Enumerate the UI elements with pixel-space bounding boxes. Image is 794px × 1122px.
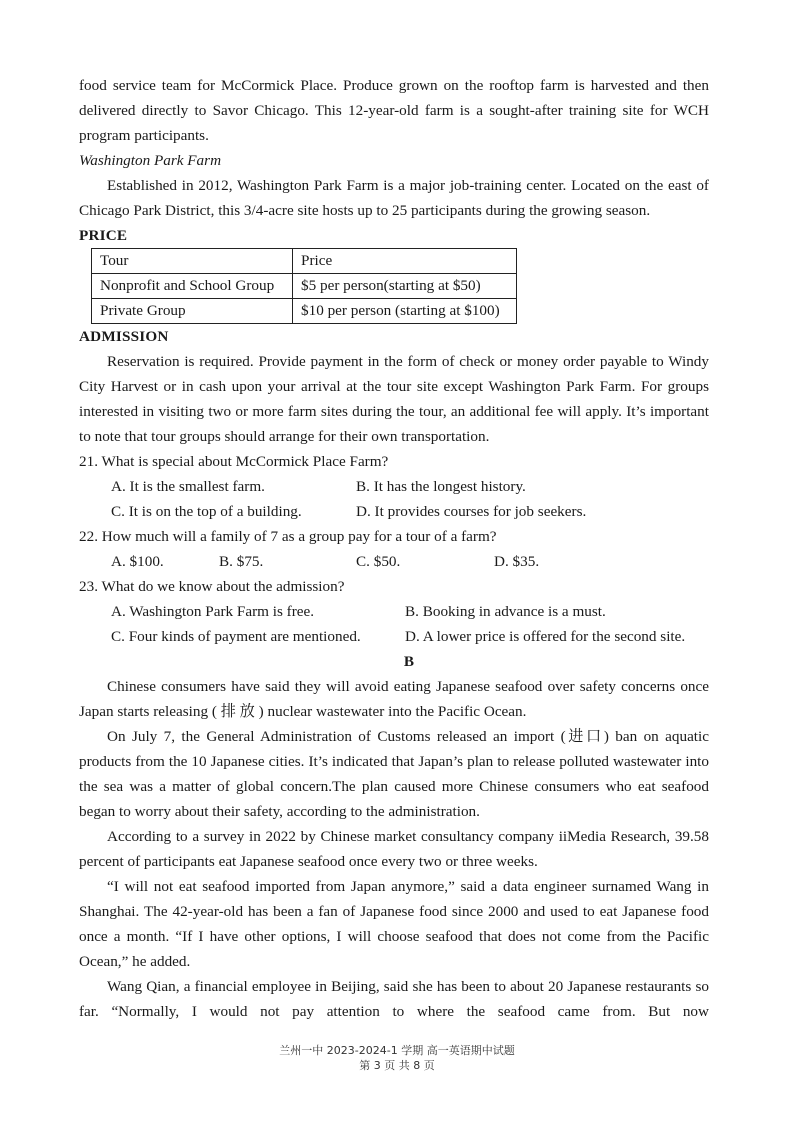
table-cell-price: $5 per person(starting at $50) xyxy=(293,274,517,299)
table-cell-price: $10 per person (starting at $100) xyxy=(293,299,517,324)
table-header-price: Price xyxy=(293,249,517,274)
question-21-option-a: A. It is the smallest farm. xyxy=(111,478,265,495)
table-row xyxy=(92,299,517,324)
question-23-option-d: D. A lower price is offered for the second site. xyxy=(405,628,686,645)
question-21-option-c: C. It is on the top of a building. xyxy=(111,503,302,520)
table-cell-tour: Private Group xyxy=(92,299,293,324)
question-22-option-c: C. $50. xyxy=(356,553,401,570)
question-21-option-b: B. It has the longest history. xyxy=(356,478,526,495)
passage-b-section-label: B xyxy=(403,653,415,670)
question-23-stem: 23. What do we know about the admission? xyxy=(79,578,345,595)
question-21-options-row-2 xyxy=(79,499,709,524)
passage-b-paragraph-4: “I will not eat seafood imported from Japan anymore,” said a data engineer surnamed Wang in Shanghai. The 42-year-old has been a fan of Japanese food since 2000 and used to eat Japanese food once a month. “If I have other options, I will choose seafood that does not come from the Pacific Ocean,” he added. xyxy=(79,878,709,970)
question-23-option-b: B. Booking in advance is a must. xyxy=(405,603,606,620)
price-table-header-row xyxy=(92,249,517,274)
washington-park-farm-heading: Washington Park Farm xyxy=(79,152,222,169)
question-23-options-row-1 xyxy=(79,599,709,624)
question-21-stem: 21. What is special about McCormick Place Farm? xyxy=(79,453,389,470)
exam-page xyxy=(79,73,709,1024)
table-header-tour: Tour xyxy=(92,249,293,274)
table-cell-tour: Nonprofit and School Group xyxy=(92,274,293,299)
question-23-options-row-2 xyxy=(79,624,709,649)
question-23-option-a: A. Washington Park Farm is free. xyxy=(111,603,315,620)
question-21-option-d: D. It provides courses for job seekers. xyxy=(356,503,587,520)
question-22-option-b: B. $75. xyxy=(219,553,264,570)
page-footer xyxy=(0,1043,794,1073)
passage-a-continued-paragraph: food service team for McCormick Place. Produce grown on the rooftop farm is harvested and then delivered directly to Savor Chicago. This 12-year-old farm is a sought-after training site for WCH program participants. xyxy=(79,77,709,144)
price-heading: PRICE xyxy=(79,227,128,244)
passage-b-paragraph-3: According to a survey in 2022 by Chinese market consultancy company iiMedia Research, 39.58 percent of participants eat Japanese seafood once every two or three weeks. xyxy=(79,828,709,870)
passage-b-paragraph-2: On July 7, the General Administration of Customs released an import (进口) ban on aquatic products from the 10 Japanese cities. It’s indicated that Japan’s plan to release polluted wastewater into the sea was a matter of global concern.The plan caused more Chinese consumers who eat seafood began to worry about their safety, according to the administration. xyxy=(79,728,709,820)
question-22-option-a: A. $100. xyxy=(111,553,164,570)
washington-park-farm-paragraph: Established in 2012, Washington Park Farm is a major job-training center. Located on the east of Chicago Park District, this 3/4-acre site hosts up to 25 participants during the growing season. xyxy=(79,177,709,219)
table-row xyxy=(92,274,517,299)
passage-b-paragraph-1: Chinese consumers have said they will avoid eating Japanese seafood over safety concerns once Japan starts releasing ( 排 放 ) nuclear wastewater into the Pacific Ocean. xyxy=(79,678,709,720)
admission-heading: ADMISSION xyxy=(79,328,169,345)
question-22-option-d: D. $35. xyxy=(494,553,540,570)
question-22-stem: 22. How much will a family of 7 as a group pay for a tour of a farm? xyxy=(79,528,497,545)
price-table xyxy=(91,248,517,324)
passage-b-paragraph-5: Wang Qian, a financial employee in Beijing, said she has been to about 20 Japanese restaurants so far. “Normally, I would not pay attention to where the seafood came from. But now xyxy=(79,978,709,1020)
footer-exam-title: 兰州一中 2023-2024-1 学期 高一英语期中试题 xyxy=(279,1044,515,1057)
question-23-option-c: C. Four kinds of payment are mentioned. xyxy=(111,628,361,645)
question-21-options-row-1 xyxy=(79,474,709,499)
admission-paragraph: Reservation is required. Provide payment in the form of check or money order payable to Windy City Harvest or in cash upon your arrival at the tour site except Washington Park Farm. For groups interested in visiting two or more farm sites during the tour, an additional fee will apply. It’s important to note that tour groups should arrange for their own transportation. xyxy=(79,353,709,445)
question-22-options-row xyxy=(79,549,709,574)
footer-page-number: 第 3 页 共 8 页 xyxy=(359,1059,435,1072)
